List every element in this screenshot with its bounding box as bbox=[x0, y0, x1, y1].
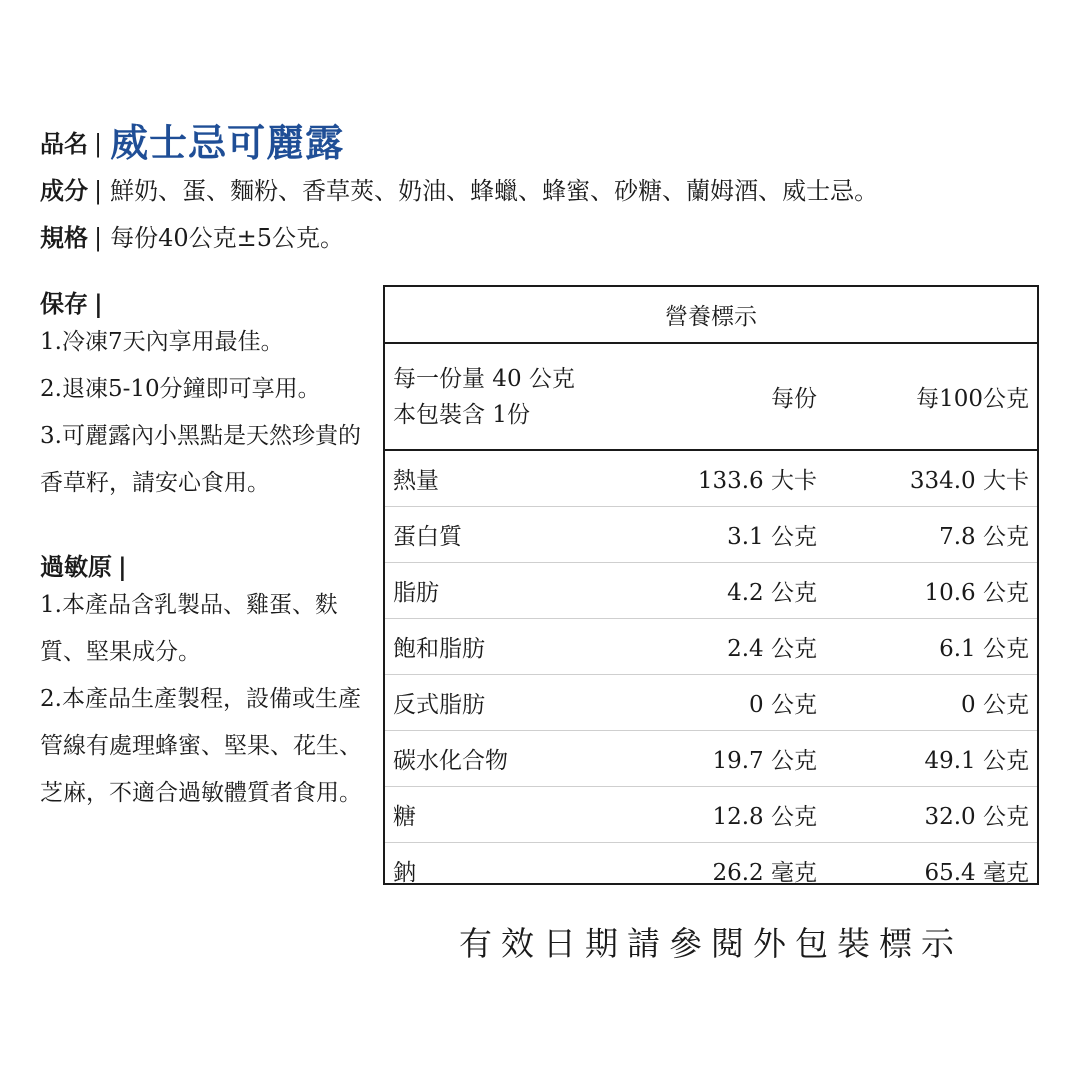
per-serving-value: 133.6 大卡 bbox=[697, 468, 817, 494]
ingredients-value: 鮮奶、蛋、麵粉、香草莢、奶油、蜂蠟、蜂蜜、砂糖、蘭姆酒、威士忌。 bbox=[110, 177, 879, 205]
nutrient-name: 飽和脂肪 bbox=[393, 636, 485, 662]
nutrient-name: 糖 bbox=[393, 804, 416, 830]
nutrient-name: 脂肪 bbox=[393, 580, 439, 606]
per-serving-value: 19.7 公克 bbox=[712, 748, 817, 774]
spec-line bbox=[40, 218, 344, 253]
serving-size: 每一份量 40 公克 bbox=[393, 365, 575, 392]
table-row bbox=[385, 731, 1037, 787]
allergen-item: 2.本產品生產製程，設備或生產管線有處理蜂蜜、堅果、花生、芝麻，不適合過敏體質者食用。 bbox=[40, 686, 362, 806]
per-serving-value: 4.2 公克 bbox=[727, 580, 817, 606]
per-serving-value: 12.8 公克 bbox=[712, 804, 817, 830]
nutrient-name: 蛋白質 bbox=[393, 524, 462, 550]
separator: | bbox=[94, 130, 103, 158]
per-100g-value: 49.1 公克 bbox=[924, 748, 1029, 774]
per-serving-value: 0 公克 bbox=[749, 692, 817, 718]
allergen-item: 1.本產品含乳製品、雞蛋、麩質、堅果成分。 bbox=[40, 592, 338, 665]
product-name-line bbox=[40, 112, 344, 167]
storage-item: 3.可麗露內小黑點是天然珍貴的香草籽，請安心食用。 bbox=[40, 423, 361, 496]
servings-per-pack: 本包裝含 1份 bbox=[393, 401, 530, 428]
per-serving-value: 26.2 毫克 bbox=[712, 860, 817, 886]
nutrition-header bbox=[385, 344, 1037, 451]
storage-section bbox=[40, 284, 370, 507]
storage-title: 保存 | bbox=[40, 289, 103, 318]
table-row bbox=[385, 451, 1037, 507]
allergen-title: 過敏原 | bbox=[40, 552, 127, 581]
separator: | bbox=[118, 552, 127, 581]
per-100g-value: 6.1 公克 bbox=[939, 636, 1029, 662]
col-per-serving: 每份 bbox=[771, 386, 817, 412]
nutrient-name: 反式脂肪 bbox=[393, 692, 485, 718]
separator: | bbox=[94, 224, 103, 252]
per-serving-value: 3.1 公克 bbox=[727, 524, 817, 550]
per-100g-value: 7.8 公克 bbox=[939, 524, 1029, 550]
spec-value: 每份40公克±5公克。 bbox=[110, 224, 345, 252]
nutrient-name: 碳水化合物 bbox=[393, 748, 508, 774]
nutrient-name: 熱量 bbox=[393, 468, 439, 494]
table-row bbox=[385, 843, 1037, 898]
product-name-label: 品名 bbox=[40, 129, 88, 158]
ingredients-line bbox=[40, 171, 878, 206]
spec-label: 規格 bbox=[40, 223, 88, 252]
table-row bbox=[385, 507, 1037, 563]
per-serving-value: 2.4 公克 bbox=[727, 636, 817, 662]
table-row bbox=[385, 619, 1037, 675]
product-name: 威士忌可麗露 bbox=[110, 120, 345, 165]
storage-item: 1.冷凍7天內享用最佳。 bbox=[40, 329, 284, 355]
expiry-note: 有效日期請參閱外包裝標示 bbox=[459, 924, 963, 963]
table-row bbox=[385, 675, 1037, 731]
ingredients-label: 成分 bbox=[40, 176, 88, 205]
per-100g-value: 334.0 大卡 bbox=[909, 468, 1029, 494]
nutrition-table bbox=[383, 285, 1039, 885]
col-per-100g: 每100公克 bbox=[916, 386, 1029, 412]
per-100g-value: 10.6 公克 bbox=[924, 580, 1029, 606]
table-row bbox=[385, 787, 1037, 843]
table-row bbox=[385, 563, 1037, 619]
separator: | bbox=[94, 289, 103, 318]
per-100g-value: 65.4 毫克 bbox=[924, 860, 1029, 886]
separator: | bbox=[94, 177, 103, 205]
nutrition-title: 營養標示 bbox=[385, 287, 1037, 344]
per-100g-value: 0 公克 bbox=[961, 692, 1029, 718]
per-100g-value: 32.0 公克 bbox=[924, 804, 1029, 830]
allergen-section bbox=[40, 547, 370, 817]
storage-item: 2.退凍5-10分鐘即可享用。 bbox=[40, 376, 321, 402]
nutrient-name: 鈉 bbox=[393, 860, 416, 886]
